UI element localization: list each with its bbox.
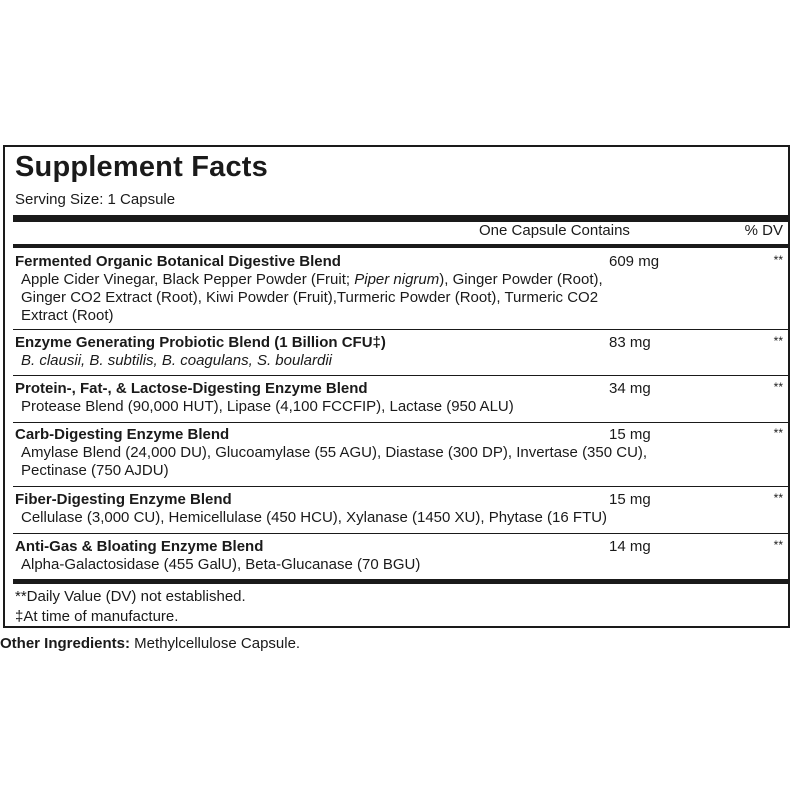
other-ingredients-value: Methylcellulose Capsule. (130, 635, 301, 652)
blend-name: Carb-Digesting Enzyme Blend (15, 426, 230, 443)
header-amount-per-capsule: One Capsule Contains (479, 222, 630, 239)
blend-amount: 34 mg (609, 380, 651, 397)
blend-description-line: Pectinase (750 AJDU) (21, 462, 169, 479)
ingredient-row (15, 334, 783, 370)
blend-dv: ** (773, 538, 783, 552)
blend-amount: 609 mg (609, 253, 660, 270)
blend-name: Protein-, Fat-, & Lactose-Digesting Enzyme Blend (15, 380, 368, 397)
blend-dv: ** (773, 380, 783, 394)
ingredient-row (15, 538, 783, 574)
blend-description: Cellulase (3,000 CU), Hemicellulase (450 HCU), Xylanase (1450 XU), Phytase (16 FTU) (21, 509, 608, 526)
blend-description: Apple Cider Vinegar, Black Pepper Powder (Fruit; Piper nigrum), Ginger Powder (Root), (21, 271, 603, 288)
row-divider (13, 329, 788, 330)
blend-dv: ** (773, 334, 783, 348)
blend-name: Anti-Gas & Bloating Enzyme Blend (15, 538, 264, 555)
row-divider (13, 422, 788, 423)
dv-footnote: **Daily Value (DV) not established. (15, 588, 246, 605)
header-daily-value: % DV (744, 222, 783, 239)
header-divider (13, 244, 788, 248)
blend-description: B. clausii, B. subtilis, B. coagulans, S. boulardii (21, 352, 332, 369)
blend-name: Fermented Organic Botanical Digestive Blend (15, 253, 341, 270)
row-divider (13, 486, 788, 487)
blend-description: Alpha-Galactosidase (455 GalU), Beta-Glucanase (70 BGU) (21, 556, 421, 573)
blend-amount: 15 mg (609, 426, 651, 443)
manufacture-footnote: ‡At time of manufacture. (15, 608, 179, 625)
blend-description-line: Ginger CO2 Extract (Root), Kiwi Powder (Fruit),Turmeric Powder (Root), Turmeric CO2 (21, 289, 599, 306)
ingredient-row (15, 426, 783, 480)
supplement-facts-panel (3, 145, 790, 628)
blend-description: Amylase Blend (24,000 DU), Glucoamylase (55 AGU), Diastase (300 DP), Invertase (350 CU), (21, 444, 648, 461)
row-divider (13, 533, 788, 534)
blend-amount: 83 mg (609, 334, 651, 351)
thick-divider (13, 579, 788, 584)
ingredient-row (15, 380, 783, 416)
ingredient-row (15, 253, 783, 325)
blend-dv: ** (773, 253, 783, 267)
ingredient-row (15, 491, 783, 527)
panel-title: Supplement Facts (15, 151, 268, 183)
blend-dv: ** (773, 491, 783, 505)
blend-amount: 15 mg (609, 491, 651, 508)
blend-description-line: Extract (Root) (21, 307, 114, 324)
blend-description: Protease Blend (90,000 HUT), Lipase (4,100 FCCFIP), Lactase (950 ALU) (21, 398, 514, 415)
serving-size: Serving Size: 1 Capsule (15, 191, 176, 208)
blend-amount: 14 mg (609, 538, 651, 555)
other-ingredients (0, 635, 300, 652)
row-divider (13, 375, 788, 376)
blend-name: Enzyme Generating Probiotic Blend (1 Billion CFU‡) (15, 334, 386, 351)
thick-divider (13, 215, 788, 222)
other-ingredients-label: Other Ingredients: (0, 635, 131, 652)
blend-name: Fiber-Digesting Enzyme Blend (15, 491, 232, 508)
blend-dv: ** (773, 426, 783, 440)
